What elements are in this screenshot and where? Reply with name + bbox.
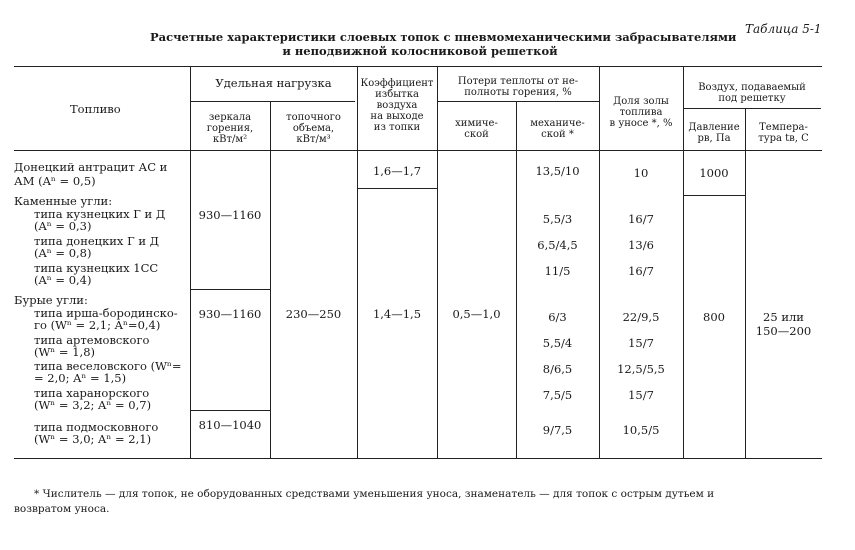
cell-mech-donetsk: 13,5/10 — [535, 164, 580, 178]
row-kuzn-1ss-label: типа кузнецких 1СС (Aⁿ = 0,4) — [34, 261, 159, 287]
row-kuzn-gd-label: типа кузнецких Г и Д (Aⁿ = 0,3) — [34, 207, 166, 233]
cell-ash-khar: 15/7 — [628, 388, 654, 402]
cell-grate-stone: 930—1160 — [198, 208, 262, 222]
header-ash-share: Доля золы топлива в уносе *, % — [609, 96, 673, 129]
header-heat-loss: Потери теплоты от не- полноты горения, % — [457, 76, 579, 98]
cell-temp-common: 25 или 150—200 — [755, 310, 812, 338]
cell-mech-artem: 5,5/4 — [542, 336, 573, 350]
header-chemical: химиче- ской — [455, 118, 498, 140]
footnote-line1: * Числитель — для топок, не оборудованных средствами уменьшения уноса, знаменатель — для топок с острым дутьем и — [34, 488, 715, 500]
header-bottom-rule — [14, 150, 822, 151]
table-top-rule — [14, 66, 822, 67]
rule-under-heat-loss — [437, 101, 599, 102]
header-grate-surface: зеркала горения, кВт/м² — [206, 112, 254, 145]
table-title-line1: Расчетные характеристики слоевых топок с пневмомеханическими забрасывателями — [150, 30, 737, 44]
rule-under-air — [683, 108, 821, 109]
cell-mech-don-gd: 6,5/4,5 — [537, 238, 578, 252]
cell-pressure-common: 800 — [703, 310, 725, 324]
row-stone-coal-label: Каменные угли: — [14, 194, 113, 208]
cell-ash-donetsk: 10 — [633, 166, 649, 180]
cell-mech-kuzn-1ss: 11/5 — [544, 264, 571, 278]
rule-excess-air-donetsk — [357, 188, 437, 189]
header-fuel: Топливо — [70, 102, 121, 116]
cell-ash-kuzn-1ss: 16/7 — [628, 264, 654, 278]
row-vesel-label: типа веселовского (Wⁿ= = 2,0; Aⁿ = 1,5) — [34, 359, 182, 385]
cell-ash-podm: 10,5/5 — [622, 423, 660, 437]
col-rule-8 — [745, 108, 746, 458]
cell-volume-common: 230—250 — [285, 307, 342, 321]
rule-pressure-donetsk — [683, 195, 745, 196]
footnote-line2: возвратом уноса. — [14, 503, 110, 515]
row-podm-label: типа подмосковного (Wⁿ = 3,0; Aⁿ = 2,1) — [34, 420, 159, 446]
table-title-line2: и неподвижной колосниковой решеткой — [282, 44, 558, 58]
cell-mech-irsha: 6/3 — [548, 310, 567, 324]
cell-mech-khar: 7,5/5 — [542, 388, 573, 402]
row-donetsk-label: Донецкий антрацит АС и АМ (Aⁿ = 0,5) — [14, 160, 168, 188]
row-artem-label: типа артемовского (Wⁿ = 1,8) — [34, 333, 150, 359]
header-pressure: Давление pв, Па — [688, 122, 740, 144]
rule-grate-stone — [190, 289, 270, 290]
header-mechanical: механиче- ской * — [530, 118, 585, 140]
cell-pressure-donetsk: 1000 — [699, 166, 729, 180]
header-specific-load: Удельная нагрузка — [215, 76, 332, 90]
rule-grate-brown — [190, 410, 270, 411]
col-rule-5 — [516, 101, 517, 458]
cell-ash-vesel: 12,5/5,5 — [617, 362, 665, 376]
row-irsha-label: типа ирша-бородинско- го (Wⁿ = 2,1; Aⁿ=0,4) — [34, 306, 178, 332]
cell-grate-podm: 810—1040 — [198, 418, 262, 432]
cell-chem-common: 0,5—1,0 — [452, 307, 501, 321]
col-rule-2 — [270, 101, 271, 458]
cell-grate-brown: 930—1160 — [198, 307, 262, 321]
cell-mech-kuzn-gd: 5,5/3 — [542, 212, 573, 226]
cell-excess-air-donetsk: 1,6—1,7 — [372, 164, 422, 178]
header-furnace-volume: топочного объема, кВт/м³ — [286, 112, 341, 145]
cell-ash-kuzn-gd: 16/7 — [628, 212, 654, 226]
table-bottom-rule — [14, 458, 822, 459]
cell-excess-air-common: 1,4—1,5 — [372, 307, 422, 321]
row-don-gd-label: типа донецких Г и Д (Aⁿ = 0,8) — [34, 234, 160, 260]
cell-mech-vesel: 8/6,5 — [542, 362, 573, 376]
cell-ash-don-gd: 13/6 — [628, 238, 654, 252]
header-air-under-grate: Воздух, подаваемый под решетку — [698, 82, 806, 104]
row-khar-label: типа харанорского (Wⁿ = 3,2; Aⁿ = 0,7) — [34, 386, 152, 412]
row-brown-coal-label: Бурые угли: — [14, 293, 88, 307]
cell-ash-artem: 15/7 — [628, 336, 654, 350]
rule-under-specific-load — [190, 101, 355, 102]
cell-mech-podm: 9/7,5 — [542, 423, 573, 437]
header-temperature: Темпера- тура tв, С — [758, 122, 809, 144]
cell-ash-irsha: 22/9,5 — [622, 310, 660, 324]
header-excess-air: Коэффициент избытка воздуха на выходе из топки — [360, 78, 434, 133]
table-number: Таблица 5-1 — [745, 22, 822, 36]
